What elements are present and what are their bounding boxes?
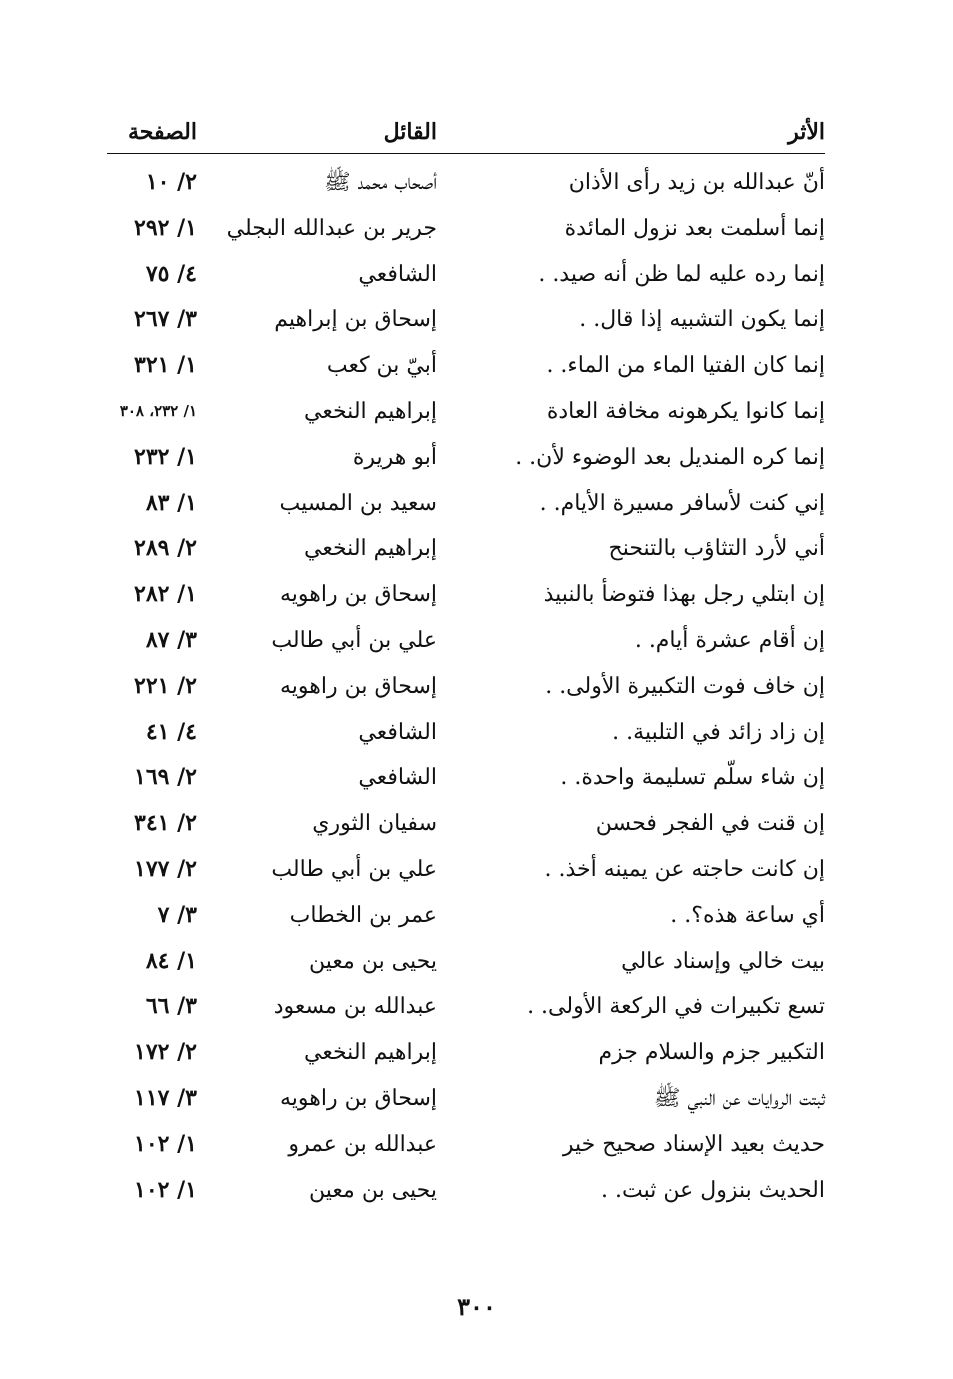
row-page: ١/ ٢٣٢ — [134, 443, 197, 470]
table-row — [107, 1076, 825, 1122]
row-athar: إنما كانوا يكرهونه مخافة العادة — [546, 398, 825, 424]
table-row — [107, 297, 825, 343]
table-row — [107, 755, 825, 801]
row-athar: ثبتت الروايات عن النبي ﷺ — [653, 1085, 825, 1111]
row-qaail: سعيد بن المسيب — [279, 490, 437, 516]
row-page: ١/ ١٠٢ — [134, 1176, 197, 1203]
row-athar: إنما أسلمت بعد نزول المائدة — [564, 215, 825, 241]
row-athar: إن كانت حاجته عن يمينه أخذ. . — [544, 856, 825, 882]
table-row — [107, 847, 825, 893]
table-header — [107, 112, 825, 152]
row-qaail: أبيّ بن كعب — [326, 353, 437, 379]
row-page: ١/ ٢٨٢ — [134, 581, 197, 608]
row-athar: بيت خالي وإسناد عالي — [621, 948, 825, 974]
row-athar: إن خاف فوت التكبيرة الأولى. . — [545, 673, 825, 699]
page-number: ٣٠٠ — [457, 1292, 496, 1321]
row-athar: التكبير جزم والسلام جزم — [598, 1040, 825, 1066]
row-page: ٢/ ٢٨٩ — [134, 535, 197, 562]
row-qaail: إسحاق بن راهويه — [280, 1085, 437, 1111]
row-athar: إن أقام عشرة أيام. . — [634, 627, 825, 653]
row-athar: إنما كره المنديل بعد الوضوء لأن. . — [515, 444, 825, 470]
row-qaail: إسحاق بن إبراهيم — [274, 307, 437, 333]
row-qaail: عبدالله بن عمرو — [288, 1131, 437, 1157]
row-qaail: إسحاق بن راهويه — [280, 673, 437, 699]
row-page: ٢/ ١٦٩ — [134, 764, 197, 791]
header-divider — [107, 153, 825, 154]
row-qaail: عمر بن الخطاب — [289, 902, 437, 928]
row-page: ٣/ ٨٧ — [145, 626, 197, 653]
row-page: ٢/ ١٧٧ — [134, 855, 197, 882]
table-row — [107, 1030, 825, 1076]
row-page: ١/ ٨٤ — [145, 947, 197, 974]
row-qaail: علي بن أبي طالب — [271, 856, 437, 882]
table-row — [107, 984, 825, 1030]
header-qaail: القائل — [383, 119, 437, 145]
row-page: ١/ ٢٩٢ — [134, 214, 197, 241]
row-page: ٤/ ٧٥ — [145, 260, 197, 287]
row-qaail: إبراهيم النخعي — [304, 398, 437, 424]
row-page: ٢/ ٢٢١ — [134, 672, 197, 699]
row-page: ٣/ ٧ — [157, 901, 197, 928]
table-row — [107, 710, 825, 756]
row-qaail: أبو هريرة — [352, 444, 437, 470]
row-athar: إن قنت في الفجر فحسن — [595, 811, 825, 837]
row-page: ١/ ٢٣٢، ٣٠٨ — [119, 401, 197, 420]
row-page: ٢/ ٣٤١ — [134, 810, 197, 837]
row-athar: أنّ عبدالله بن زيد رأى الأذان — [568, 170, 825, 195]
row-qaail: سفيان الثوري — [312, 811, 437, 837]
row-qaail: الشافعي — [358, 261, 437, 287]
row-qaail: علي بن أبي طالب — [271, 627, 437, 653]
table-row — [107, 893, 825, 939]
row-page: ٣/ ١١٧ — [134, 1084, 197, 1111]
table-row — [107, 618, 825, 664]
table-row — [107, 481, 825, 527]
table-row — [107, 572, 825, 618]
row-qaail: عبدالله بن مسعود — [273, 994, 437, 1020]
table-row — [107, 1168, 825, 1214]
row-athar: تسع تكبيرات في الركعة الأولى. . — [527, 994, 825, 1020]
row-qaail: الشافعي — [358, 765, 437, 791]
row-page: ٢/ ١٠ — [145, 169, 197, 195]
table-row — [107, 252, 825, 298]
row-qaail: أصحاب محمد ﷺ — [324, 170, 437, 195]
table-row — [107, 801, 825, 847]
header-page: الصفحة — [127, 119, 197, 145]
table-row — [107, 664, 825, 710]
table-row — [107, 389, 825, 435]
row-athar: إني كنت لأسافر مسيرة الأيام. . — [539, 490, 825, 516]
row-athar: أني لأرد التثاؤب بالتنحنح — [608, 536, 825, 562]
table-row — [107, 160, 825, 206]
row-page: ٣/ ٢٦٧ — [134, 306, 197, 333]
row-page: ٢/ ١٧٢ — [134, 1039, 197, 1066]
table-row — [107, 526, 825, 572]
row-athar: حديث بعيد الإسناد صحيح خير — [562, 1131, 825, 1157]
row-qaail: إبراهيم النخعي — [304, 1040, 437, 1066]
table-body — [107, 160, 825, 1213]
table-row — [107, 206, 825, 252]
row-page: ١/ ٨٣ — [145, 489, 197, 516]
table-row — [107, 435, 825, 481]
row-athar: إن شاء سلّم تسليمة واحدة. . — [560, 765, 825, 791]
table-row — [107, 939, 825, 985]
row-page: ١/ ٣٢١ — [134, 352, 197, 379]
row-page: ٤/ ٤١ — [145, 718, 197, 745]
row-qaail: يحيى بن معين — [309, 1177, 437, 1203]
row-athar: إنما يكون التشبيه إذا قال. . — [579, 307, 825, 333]
table-row — [107, 1122, 825, 1168]
row-qaail: إسحاق بن راهويه — [280, 582, 437, 608]
row-qaail: إبراهيم النخعي — [304, 536, 437, 562]
row-qaail: يحيى بن معين — [309, 948, 437, 974]
row-athar: إنما رده عليه لما ظن أنه صيد. . — [538, 261, 825, 287]
table-row — [107, 343, 825, 389]
row-athar: أي ساعة هذه؟. . — [670, 902, 825, 928]
row-athar: الحديث بنزول عن ثبت. . — [601, 1177, 825, 1203]
row-page: ١/ ١٠٢ — [134, 1130, 197, 1157]
row-athar: إن ابتلي رجل بهذا فتوضأ بالنبيذ — [543, 582, 825, 608]
header-athar: الأثر — [788, 119, 825, 145]
row-page: ٣/ ٦٦ — [145, 993, 197, 1020]
row-qaail: جرير بن عبدالله البجلي — [226, 215, 437, 241]
row-qaail: الشافعي — [358, 719, 437, 745]
row-athar: إنما كان الفتيا الماء من الماء. . — [546, 353, 825, 379]
row-athar: إن زاد زائد في التلبية. . — [612, 719, 825, 745]
